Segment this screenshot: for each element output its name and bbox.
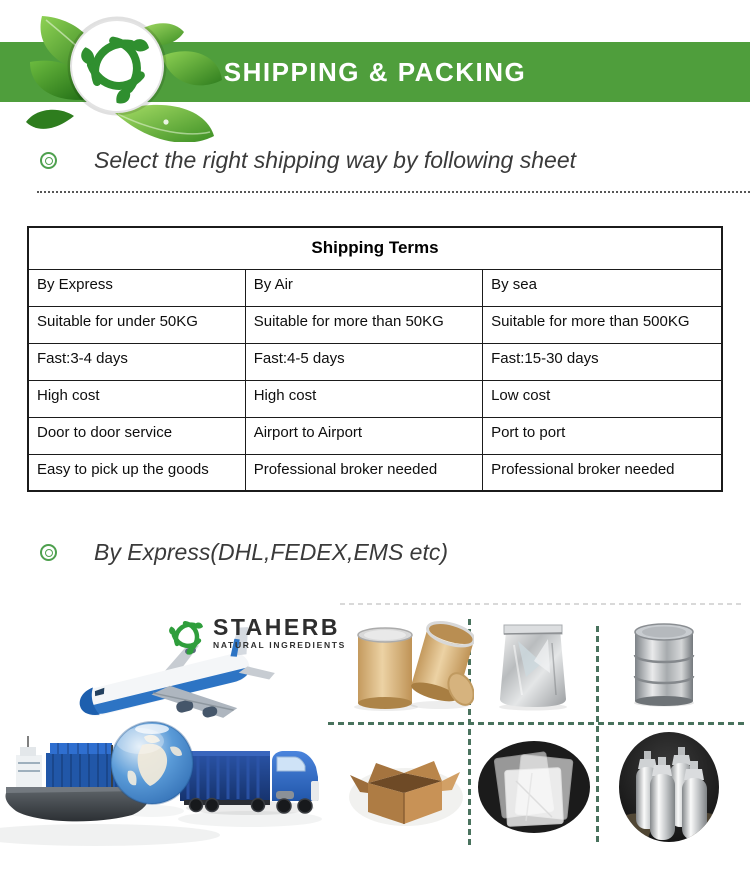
table-cell: Fast:15-30 days: [483, 343, 722, 380]
table-cell: Professional broker needed: [483, 454, 722, 491]
heading-text: Select the right shipping way by following sheet: [94, 147, 577, 173]
brand-name: STAHERB: [213, 614, 340, 640]
table-cell: Airport to Airport: [245, 417, 482, 454]
table-cell: Port to port: [483, 417, 722, 454]
table-cell: High cost: [28, 380, 245, 417]
table-row: [28, 227, 722, 269]
table-cell: Door to door service: [28, 417, 245, 454]
grid-divider: [340, 603, 744, 605]
table-row: [28, 343, 722, 380]
table-cell: By Express: [28, 269, 245, 306]
plastic-bags-image: [476, 739, 592, 840]
shipping-figure: [0, 595, 750, 880]
foil-pouch-image: [490, 615, 576, 716]
double-circle-bullet-icon: [40, 152, 57, 169]
grid-divider: [328, 722, 748, 725]
carton-box-image: [346, 735, 468, 836]
grid-divider: [596, 626, 599, 844]
shipping-terms-table: [27, 226, 723, 492]
fiber-drums-image: [348, 617, 474, 718]
table-cell: By sea: [483, 269, 722, 306]
steel-drum-image: [628, 621, 700, 712]
table-cell: Low cost: [483, 380, 722, 417]
staherb-mark-icon: [166, 615, 208, 655]
table-cell: High cost: [245, 380, 482, 417]
table-title: Shipping Terms: [28, 227, 722, 269]
dotted-divider: [37, 191, 750, 193]
table-row: [28, 380, 722, 417]
table-cell: Professional broker needed: [245, 454, 482, 491]
staherb-logo: [166, 615, 346, 655]
table-cell: Fast:3-4 days: [28, 343, 245, 380]
section-heading-by-express: [40, 539, 448, 566]
table-row: [28, 454, 722, 491]
table-cell: Easy to pick up the goods: [28, 454, 245, 491]
table-cell: Suitable for more than 500KG: [483, 306, 722, 343]
table-cell: Suitable for under 50KG: [28, 306, 245, 343]
brand-tagline: NATURAL INGREDIENTS: [213, 640, 347, 650]
table-cell: By Air: [245, 269, 482, 306]
packing-grid: [340, 595, 750, 880]
table-cell: Suitable for more than 50KG: [245, 306, 482, 343]
section-heading-select-sheet: [40, 147, 576, 174]
truck-icon: [180, 751, 319, 815]
page-title: SHIPPING & PACKING: [223, 57, 527, 87]
leaf-logo-icon: [14, 4, 232, 142]
table-row: [28, 417, 722, 454]
table-row: [28, 269, 722, 306]
globe-icon: [111, 722, 193, 804]
table-row: [28, 306, 722, 343]
table-cell: Fast:4-5 days: [245, 343, 482, 380]
heading-text: By Express(DHL,FEDEX,EMS etc): [94, 539, 449, 565]
double-circle-bullet-icon: [40, 544, 57, 561]
aluminum-bottles-image: [616, 729, 722, 850]
reflection: [0, 824, 220, 846]
